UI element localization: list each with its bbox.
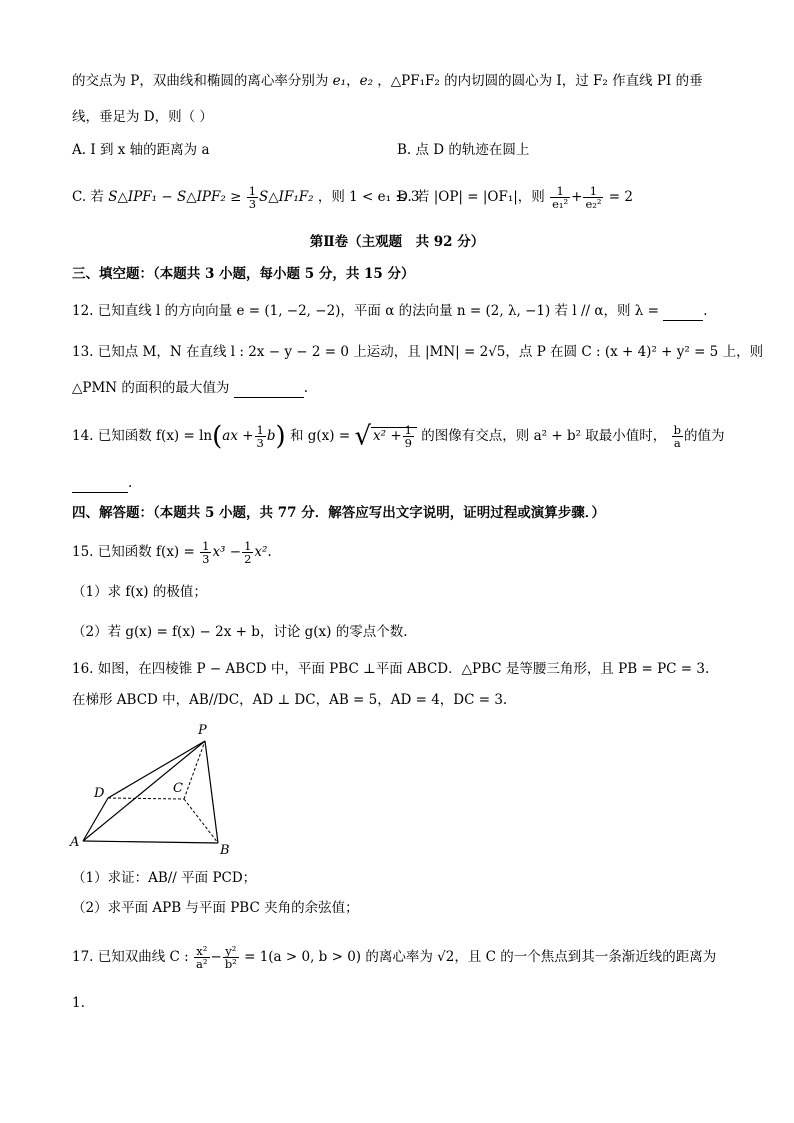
- area-expression: S△IPF₁ − S△IPF₂ ≥: [108, 189, 242, 205]
- fraction-one-half: [242, 540, 253, 565]
- fraction-b-over-a: [672, 424, 683, 449]
- question-17: [72, 945, 722, 970]
- frac-num: 1: [404, 423, 412, 437]
- q13-text: △PMN 的面积的最大值为: [72, 380, 230, 396]
- q14-text: 的图像有交点，则 a² + b² 取最小值时，: [421, 428, 667, 444]
- frac-den: a: [673, 436, 681, 450]
- frac-num: 1: [202, 539, 210, 553]
- frac-den: e₁²: [552, 197, 569, 211]
- fraction-one-third: [255, 424, 266, 449]
- frac-num: y²: [223, 945, 239, 958]
- math-expr: x².: [254, 544, 272, 560]
- b-symbol: b: [266, 428, 276, 444]
- fraction-1-over-e2sq: [583, 185, 603, 210]
- question-17-line2: 1.: [72, 995, 85, 1011]
- q11-stem-line1: [72, 71, 722, 91]
- frac-den: a²: [196, 957, 208, 971]
- option-d-suffix: = 2: [608, 189, 633, 205]
- option-b: [397, 140, 529, 160]
- option-d: [397, 185, 633, 210]
- question-16-part2: （2）求平面 APB 与平面 PBC 夹角的余弦值；: [72, 900, 359, 916]
- question-13-line1: [72, 342, 764, 362]
- q12-text: 12. 已知直线 l 的方向向量 e = (1, −2, −2)，平面 α 的法向量 n = (2, λ, −1) 若 l // α，则 λ =: [72, 303, 659, 319]
- sqrt-body: [371, 423, 417, 450]
- fraction-one-third: [247, 185, 258, 210]
- question-15: [72, 540, 722, 565]
- frac-den: 3: [202, 552, 210, 566]
- q14-text: 和 g(x) =: [289, 428, 351, 444]
- frac-num: b: [673, 423, 681, 437]
- option-c-suffix: ，则 1 < e₁ ≤ 3: [317, 189, 420, 205]
- label-P: P: [198, 723, 207, 738]
- option-d-prefix: D. 若 |OP| = |OF₁|，则: [397, 189, 545, 205]
- plus-sign: +: [571, 189, 583, 205]
- edge-DC: [108, 798, 184, 799]
- question-16-part1: （1）求证：AB// 平面 PCD；: [72, 870, 257, 886]
- label-C: C: [173, 781, 183, 796]
- section-2-title: 第Ⅱ卷（主观题 共 92 分）: [309, 234, 485, 250]
- q15-text: 15. 已知函数 f(x) =: [72, 544, 195, 560]
- q14-text: 14. 已知函数 f(x) = ln: [72, 428, 213, 444]
- option-a-text: A. I 到 x 轴的距离为 a: [72, 142, 210, 158]
- minus-sign: −: [210, 949, 222, 965]
- frac-den: 3: [248, 197, 257, 211]
- edge-PB: [205, 741, 218, 843]
- question-15-part2: （2）若 g(x) = f(x) − 2x + b，讨论 g(x) 的零点个数.: [72, 624, 408, 640]
- label-D: D: [94, 786, 105, 801]
- fraction-one-third: [200, 540, 211, 565]
- question-15-part1: （1）求 f(x) 的极值；: [72, 584, 207, 600]
- question-13-line2: [72, 377, 722, 398]
- fraction-y2-over-b2: [223, 945, 239, 970]
- q14-end: .: [128, 475, 133, 491]
- label-A: A: [70, 835, 80, 850]
- q13-end: .: [303, 380, 308, 396]
- answer-blank: [234, 377, 304, 398]
- comma: ，: [346, 73, 360, 89]
- answer-blank: [663, 300, 703, 321]
- edge-AB: [83, 841, 218, 843]
- frac-den: 2: [244, 552, 252, 566]
- frac-num: x²: [194, 945, 209, 958]
- question-14-blank-line: [72, 472, 722, 493]
- section-3-title: 三、填空题：（本题共 3 小题，每小题 5 分，共 15 分）: [72, 266, 415, 282]
- big-paren: (: [212, 421, 223, 452]
- pyramid-figure: [60, 715, 260, 860]
- frac-num: 1: [248, 184, 257, 198]
- question-12: [72, 300, 722, 321]
- q17-text: = 1(a > 0, b > 0) 的离心率为 √2，且 C 的一个焦点到其一条渐近线的距离为: [244, 949, 717, 965]
- section-4-title: 四、解答题：（本题共 5 小题，共 77 分．解答应写出文字说明，证明过程或演算步骤．）: [72, 505, 605, 521]
- q17-text: 17. 已知双曲线 C :: [72, 949, 189, 965]
- math-expr: x³ −: [212, 544, 242, 560]
- big-paren: ): [275, 421, 286, 452]
- math-expr: ax +: [222, 428, 254, 444]
- sqrt-sign: √: [354, 421, 372, 452]
- frac-den: 9: [404, 436, 412, 450]
- frac-num: 1: [244, 539, 252, 553]
- label-B: B: [220, 843, 230, 858]
- q11-stem-line2: [72, 107, 722, 127]
- fraction-x2-over-a2: [194, 945, 209, 970]
- frac-num: 1: [583, 185, 603, 198]
- answer-blank: [72, 472, 128, 493]
- option-c-prefix: C. 若: [72, 189, 104, 205]
- q11-text: 的交点为 P，双曲线和椭圆的离心率分别为: [72, 73, 329, 89]
- q14-text: 的值为: [683, 428, 725, 444]
- option-b-text: B. 点 D 的轨迹在圆上: [397, 142, 530, 158]
- question-14: [72, 421, 725, 452]
- fraction-1-over-e1sq: [550, 185, 570, 210]
- e2-symbol: e₂: [359, 73, 373, 89]
- frac-num: 1: [550, 185, 570, 198]
- q11-text: ，△PF₁F₂ 的内切圆的圆心为 I，过 F₂ 作直线 PI 的垂: [377, 73, 703, 89]
- frac-den: e₂²: [585, 197, 602, 211]
- frac-den: b²: [224, 957, 237, 971]
- edge-DP: [108, 741, 205, 798]
- q11-text: 线，垂足为 D，则（ ）: [72, 109, 213, 125]
- question-16-line2: 在梯形 ABCD 中，AB//DC，AD ⊥ DC，AB = 5，AD = 4，DC = 3.: [72, 692, 508, 708]
- frac-num: 1: [256, 423, 264, 437]
- area-tail: S△IF₁F₂: [259, 189, 314, 205]
- math-expr: x² +: [373, 428, 402, 444]
- q12-end: .: [703, 303, 708, 319]
- frac-den: 3: [256, 436, 264, 450]
- edge-AD: [83, 798, 108, 841]
- q13-text: 13. 已知点 M，N 在直线 l : 2x − y − 2 = 0 上运动，且 |MN| = 2√5，点 P 在圆 C : (x + 4)² + y² = 5 上，则: [72, 344, 764, 360]
- question-16-line1: 16. 如图，在四棱锥 P − ABCD 中，平面 PBC ⊥平面 ABCD．△PBC 是等腰三角形，且 PB = PC = 3.: [72, 661, 710, 677]
- e1-symbol: e₁: [332, 73, 347, 89]
- fraction-one-ninth: [403, 424, 414, 449]
